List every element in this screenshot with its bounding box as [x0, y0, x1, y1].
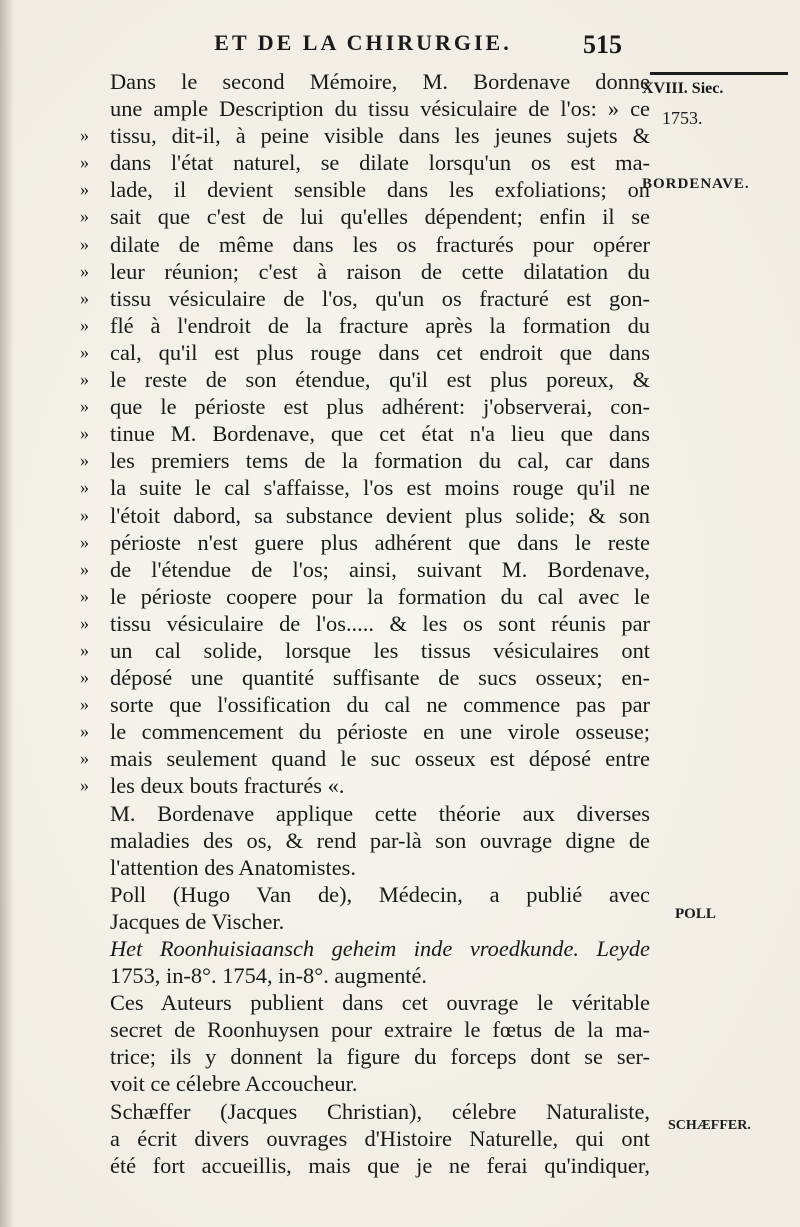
- text-line: [80, 502, 650, 529]
- margin-note-year: 1753.: [662, 108, 703, 128]
- text-line: [80, 718, 650, 745]
- text-line: [80, 285, 650, 312]
- margin-note-bordenave: BORDENAVE.: [642, 176, 750, 192]
- text-line: [110, 95, 650, 122]
- line-text: le commencement du périoste en une virole osseuse;: [110, 719, 650, 745]
- text-line: [80, 203, 650, 230]
- margin-rule: [650, 72, 788, 75]
- line-text: le reste de son étendue, qu'il est plus poreux, &: [110, 367, 650, 393]
- line-text: Schæffer (Jacques Christian), célebre Naturaliste,: [110, 1098, 650, 1124]
- text-line: [110, 1043, 650, 1070]
- line-text: 1753, in-8°. 1754, in-8°. augmenté.: [110, 963, 428, 989]
- line-text: les premiers tems de la formation du cal, car dans: [110, 448, 650, 474]
- quote-mark: »: [80, 558, 89, 579]
- line-text: Het Roonhuisiaansch geheim inde vroedkunde. Leyde: [110, 936, 650, 961]
- quote-mark: »: [80, 504, 89, 525]
- text-line: [110, 908, 650, 935]
- quote-mark: »: [80, 206, 89, 227]
- running-head: ET DE LA CHIRURGIE.: [214, 30, 512, 55]
- quote-mark: »: [80, 125, 89, 146]
- text-line: [80, 420, 650, 447]
- margin-note-poll: POLL: [675, 906, 716, 922]
- quote-mark: »: [80, 667, 89, 688]
- line-text: l'étoit dabord, sa substance devient plus solide; & son: [110, 502, 650, 528]
- text-line: [110, 827, 650, 854]
- quote-mark: »: [80, 775, 89, 796]
- text-line: [80, 176, 650, 203]
- line-text: mais seulement quand le suc osseux est déposé entre: [110, 746, 650, 772]
- quote-mark: »: [80, 585, 89, 606]
- text-line: [80, 474, 650, 501]
- text-line: [80, 745, 650, 772]
- line-text: a écrit divers ouvrages d'Histoire Naturelle, qui ont: [110, 1125, 650, 1151]
- quote-mark: »: [80, 287, 89, 308]
- quote-mark: »: [80, 314, 89, 335]
- line-text: la suite le cal s'affaisse, l'os est moins rouge qu'il ne: [110, 475, 650, 501]
- margin-note-century: XVIII. Siec.: [642, 80, 724, 97]
- text-line: [80, 664, 650, 691]
- quote-mark: »: [80, 450, 89, 471]
- gutter-shadow: [0, 0, 14, 1227]
- line-text: le périoste coopere pour la formation du cal avec le: [110, 583, 650, 609]
- quote-mark: »: [80, 531, 89, 552]
- line-text: secret de Roonhuysen pour extraire le fœtus de la ma-: [110, 1017, 650, 1043]
- line-text: tissu vésiculaire de l'os..... & les os sont réunis par: [110, 610, 650, 636]
- text-line: [80, 583, 650, 610]
- quote-mark: »: [80, 233, 89, 254]
- text-line: [80, 149, 650, 176]
- line-text: leur réunion; c'est à raison de cette dilatation du: [110, 258, 650, 284]
- quote-mark: »: [80, 260, 89, 281]
- line-text: l'attention des Anatomistes.: [110, 854, 356, 880]
- line-text: cal, qu'il est plus rouge dans cet endroit que dans: [110, 339, 650, 365]
- line-text: périoste n'est guere plus adhérent que dans le reste: [110, 529, 650, 555]
- quote-mark: »: [80, 423, 89, 444]
- line-text: tissu, dit-il, à peine visible dans les jeunes sujets &: [110, 123, 650, 149]
- text-line: [80, 529, 650, 556]
- quote-mark: »: [80, 341, 89, 362]
- line-text: été fort accueillis, mais que je ne ferai qu'indiquer,: [110, 1152, 650, 1178]
- text-line: [80, 772, 650, 799]
- line-text: lade, il devient sensible dans les exfoliations; on: [110, 177, 650, 203]
- quote-mark: »: [80, 748, 89, 769]
- line-text: voit ce célebre Accoucheur.: [110, 1071, 358, 1097]
- text-line: [80, 447, 650, 474]
- page-number: 515: [583, 30, 622, 59]
- text-line: [110, 854, 650, 881]
- text-line: [110, 1070, 650, 1097]
- text-line: [110, 881, 650, 908]
- text-line: [110, 68, 650, 95]
- line-text: dans l'état naturel, se dilate lorsqu'un os est ma-: [110, 150, 650, 176]
- text-line: [110, 1016, 650, 1043]
- text-line: [80, 258, 650, 285]
- text-line: [110, 935, 650, 962]
- text-line: [110, 1152, 650, 1179]
- line-text: sait que c'est de lui qu'elles dépendent; enfin il se: [110, 204, 650, 230]
- text-line: [80, 556, 650, 583]
- body-text: [80, 68, 650, 1179]
- text-line: [80, 312, 650, 339]
- line-text: de l'étendue de l'os; ainsi, suivant M. Bordenave,: [110, 556, 650, 582]
- quote-mark: »: [80, 477, 89, 498]
- text-line: [110, 1125, 650, 1152]
- text-line: [80, 393, 650, 420]
- line-text: tissu vésiculaire de l'os, qu'un os fracturé est gon-: [110, 285, 650, 311]
- quote-mark: »: [80, 152, 89, 173]
- text-line: [80, 366, 650, 393]
- line-text: trice; ils y donnent la figure du forceps dont se ser-: [110, 1044, 650, 1070]
- line-text: Poll (Hugo Van de), Médecin, a publié avec: [110, 881, 650, 907]
- quote-mark: »: [80, 612, 89, 633]
- text-line: [110, 800, 650, 827]
- line-text: sorte que l'ossification du cal ne commence pas par: [110, 692, 650, 718]
- text-line: [80, 637, 650, 664]
- line-text: que le périoste est plus adhérent: j'observerai, con-: [110, 394, 650, 420]
- text-line: [80, 122, 650, 149]
- text-line: [80, 231, 650, 258]
- line-text: une ample Description du tissu vésiculaire de l'os: » ce: [110, 96, 650, 122]
- line-text: dilate de même dans les os fracturés pour opérer: [110, 231, 650, 257]
- line-text: déposé une quantité suffisante de sucs osseux; en-: [110, 665, 650, 691]
- text-line: [80, 339, 650, 366]
- line-text: Jacques de Vischer.: [110, 908, 285, 934]
- line-text: Dans le second Mémoire, M. Bordenave donne: [110, 69, 650, 94]
- text-line: [110, 1098, 650, 1125]
- line-text: un cal solide, lorsque les tissus vésiculaires ont: [110, 637, 650, 663]
- quote-mark: »: [80, 179, 89, 200]
- line-text: flé à l'endroit de la fracture après la formation du: [110, 312, 650, 338]
- quote-mark: »: [80, 639, 89, 660]
- text-line: [110, 989, 650, 1016]
- line-text: maladies des os, & rend par-là son ouvrage digne de: [110, 827, 650, 853]
- quote-mark: »: [80, 694, 89, 715]
- line-text: les deux bouts fracturés «.: [110, 773, 345, 799]
- text-line: [110, 962, 650, 989]
- quote-mark: »: [80, 369, 89, 390]
- line-text: M. Bordenave applique cette théorie aux diverses: [110, 800, 650, 826]
- text-line: [80, 610, 650, 637]
- text-line: [80, 691, 650, 718]
- margin-note-schaeffer: SCHÆFFER.: [668, 1118, 751, 1133]
- quote-mark: »: [80, 721, 89, 742]
- line-text: Ces Auteurs publient dans cet ouvrage le véritable: [110, 990, 650, 1016]
- line-text: tinue M. Bordenave, que cet état n'a lieu que dans: [110, 421, 650, 447]
- quote-mark: »: [80, 396, 89, 417]
